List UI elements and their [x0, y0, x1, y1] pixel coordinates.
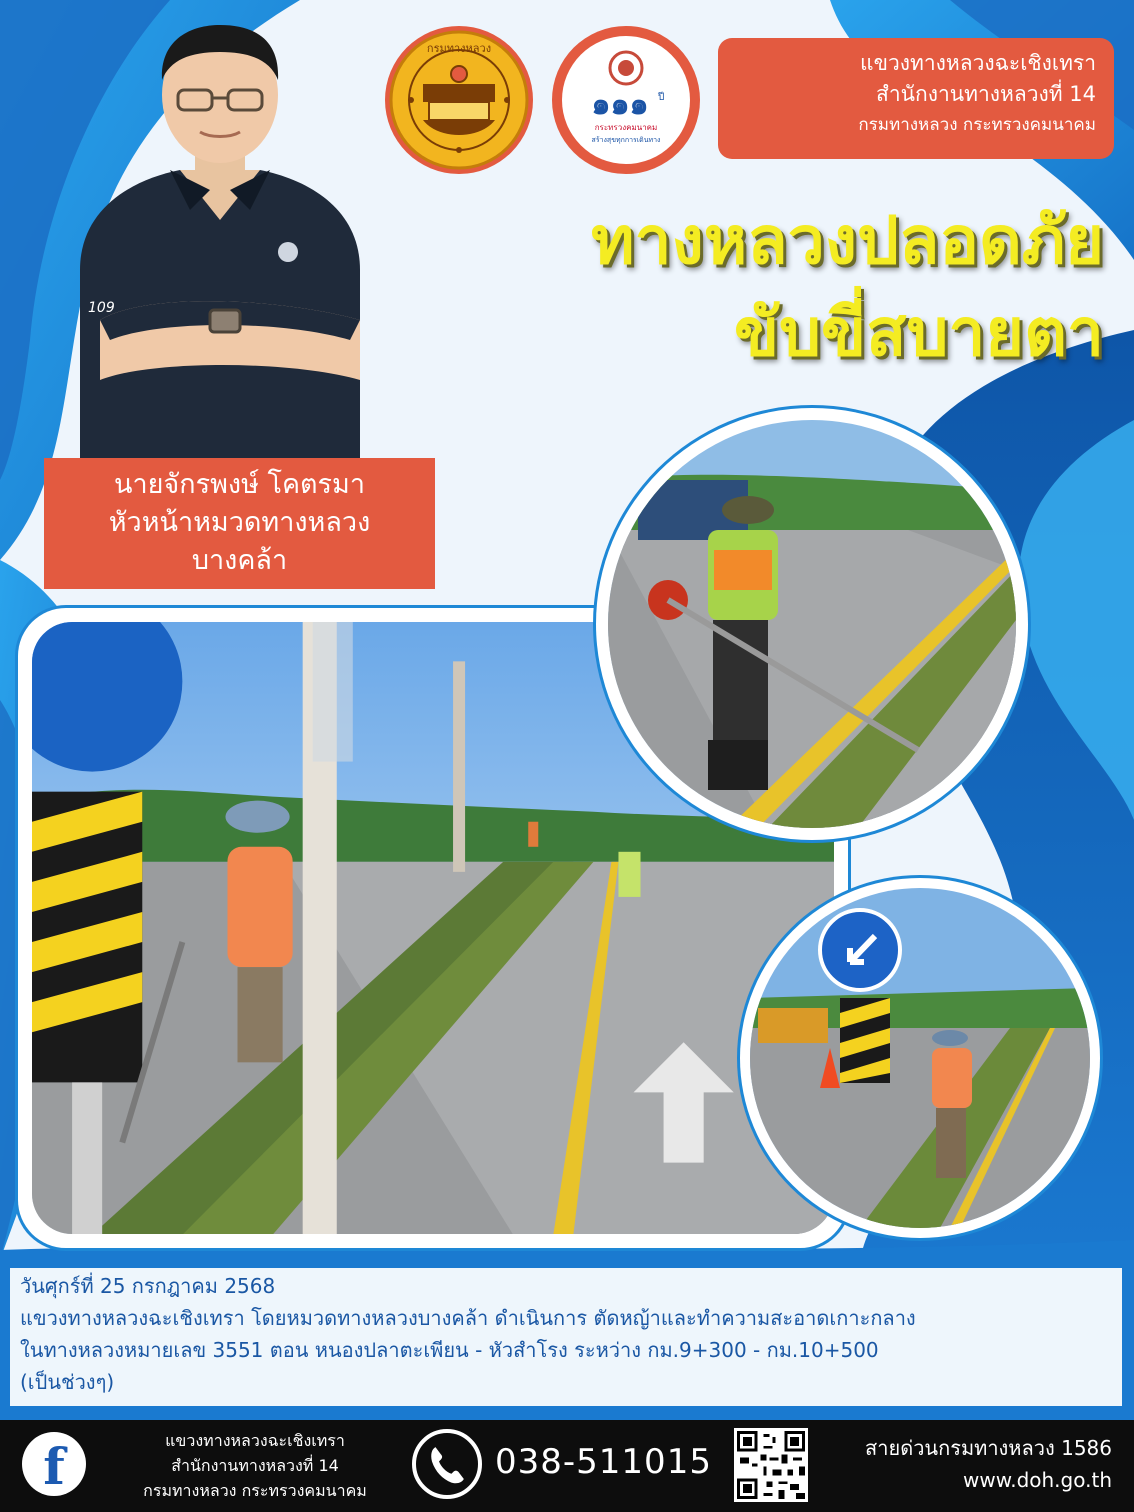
circle-photo-worker-sign: [740, 878, 1100, 1238]
circle-photo-worker-median: [596, 408, 1028, 840]
qr-code-icon[interactable]: [734, 1428, 808, 1502]
footer-org-line-2: สำนักงานทางหลวงที่ 14: [171, 1456, 339, 1475]
agency-header: [718, 38, 1114, 159]
ministry-of-transport-111-logo: [550, 24, 702, 176]
official-title: หัวหน้าหมวดทางหลวง: [108, 507, 371, 538]
svg-text:กระทรวงคมนาคม: กระทรวงคมนาคม: [594, 123, 658, 132]
regional-office: สำนักงานทางหลวงที่ 14: [876, 82, 1096, 106]
slogan-line-2: ขับขี่สบายตา: [734, 294, 1104, 371]
department-of-highways-logo: [383, 24, 535, 176]
worker-near-keep-left-sign-photo: [750, 888, 1090, 1228]
official-portrait: [60, 20, 380, 460]
activity-line-2: ในทางหลวงหมายเลข 3551 ตอน หนองปลาตะเพียน - หัวสำโรง ระหว่าง กม.9+300 - กม.10+500: [20, 1338, 879, 1362]
website-link[interactable]: www.doh.go.th: [962, 1468, 1112, 1492]
slogan-line-1: ทางหลวงปลอดภัย: [590, 202, 1104, 279]
activity-line-1: แขวงทางหลวงฉะเชิงเทรา โดยหมวดทางหลวงบางคล้า ดำเนินการ ตัดหญ้าและทำความสะอาดเกาะกลาง: [20, 1306, 916, 1330]
agency-name: แขวงทางหลวงฉะเชิงเทรา: [860, 51, 1096, 75]
svg-text:๑๑๑: ๑๑๑: [591, 87, 649, 122]
phone-icon[interactable]: [412, 1429, 482, 1499]
official-name: นายจักรพงษ์ โคตรมา: [113, 469, 366, 500]
svg-text:109: 109: [88, 300, 115, 316]
official-unit: บางคล้า: [191, 545, 288, 576]
facebook-icon[interactable]: f: [22, 1432, 86, 1496]
svg-text:กรมทางหลวง: กรมทางหลวง: [426, 42, 492, 55]
hotline-number[interactable]: สายด่วนกรมทางหลวง 1586: [865, 1436, 1112, 1460]
hotline-info: [865, 1432, 1112, 1496]
slogan: [404, 195, 1104, 379]
footer-org: [95, 1428, 415, 1503]
footer-org-line-1: แขวงทางหลวงฉะเชิงเทรา: [165, 1431, 345, 1450]
phone-number[interactable]: 038-511015: [495, 1442, 712, 1482]
activity-line-3: (เป็นช่วงๆ): [20, 1370, 115, 1394]
official-name-plate: [44, 458, 435, 589]
svg-text:สร้างสุขทุกการเดินทาง: สร้างสุขทุกการเดินทาง: [591, 136, 661, 144]
footer: [0, 1420, 1134, 1512]
activity-description: [10, 1268, 1122, 1406]
footer-org-line-3: กรมทางหลวง กระทรวงคมนาคม: [143, 1481, 367, 1500]
svg-text:ปี: ปี: [658, 92, 665, 103]
worker-trimming-median-photo: [608, 420, 1016, 828]
ministry-name: กรมทางหลวง กระทรวงคมนาคม: [858, 115, 1096, 135]
activity-date: วันศุกร์ที่ 25 กรกฎาคม 2568: [20, 1274, 276, 1298]
